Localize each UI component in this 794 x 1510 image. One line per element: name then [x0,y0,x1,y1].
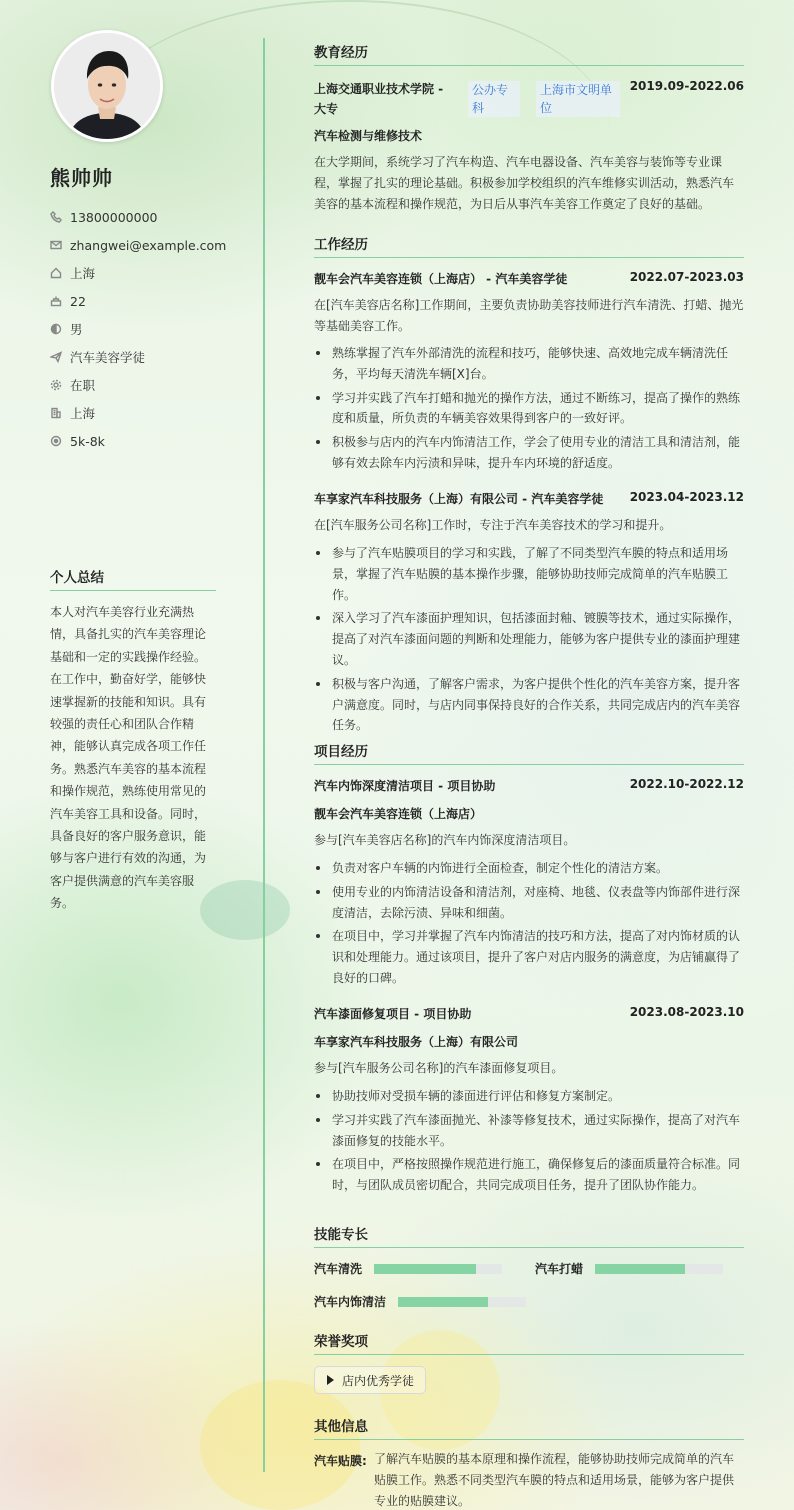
education-school: 上海交通职业技术学院 - 大专 [314,82,444,116]
skill-level-fill [374,1264,476,1274]
job-bullet-list [314,543,744,739]
project-org: 靓车会汽车美容连锁（上海店） [314,807,483,821]
list-item: 学习并实践了汽车打蜡和抛光的操作方法，通过不断练习，提高了操作的熟练度和质量，所负责的车辆美容效果得到客户的一致好评。 [314,388,744,430]
job-date: 2023.04-2023.12 [629,490,744,504]
job-header [314,490,744,507]
skill-item [535,1260,723,1277]
info-location [50,259,250,287]
skill-name: 汽车清洗 [314,1262,363,1276]
honors-section-title: 荣誉奖项 [314,1330,744,1355]
info-city [50,399,250,427]
list-item: 学习并实践了汽车漆面抛光、补漆等修复技术，通过实际操作，提高了对汽车漆面修复的技能水平。 [314,1110,744,1152]
skill-item [314,1260,502,1277]
list-item: 积极与客户沟通，了解客户需求，为客户提供个性化的汽车美容方案，提升客户满意度。同时，与店内同事保持良好的合作关系，共同完成店内的汽车美容任务。 [314,674,744,736]
info-email-text: zhangwei@example.com [70,237,227,253]
list-item: 深入学习了汽车漆面护理知识，包括漆面封釉、镀膜等技术，通过实际操作，提高了对汽车漆面问题的判断和处理能力，能够为客户提供专业的漆面护理建议。 [314,608,744,670]
project-header [314,1005,744,1022]
project-name: 汽车内饰深度清洁项目 - 项目协助 [314,779,496,793]
job-intro: 在[汽车美容店名称]工作期间，主要负责协助美容技师进行汽车清洗、打蜡、抛光等基础美容工作。 [314,298,744,333]
list-item: 使用专业的内饰清洁设备和清洁剂，对座椅、地毯、仪表盘等内饰部件进行深度清洁，去除污渍、异味和细菌。 [314,882,744,924]
info-salary [50,427,250,455]
other-text: 了解汽车贴膜的基本原理和操作流程，能够协助技师完成简单的汽车贴膜工作。熟悉不同类型汽车膜的特点和适用场景，能够为客户提供专业的贴膜建议。 [374,1452,735,1508]
info-status [50,371,250,399]
education-section-title: 教育经历 [314,41,744,66]
list-item: 在项目中，严格按照操作规范进行施工，确保修复后的漆面质量符合标准。同时，与团队成员密切配合，共同完成项目任务，提升了团队协作能力。 [314,1154,744,1196]
work-section-title: 工作经历 [314,233,744,258]
candidate-name: 熊帅帅 [50,166,113,190]
job-company: 车享家汽车科技服务（上海）有限公司 - 汽车美容学徒 [314,492,604,506]
skill-name: 汽车内饰清洁 [314,1295,387,1309]
job-intro: 在[汽车服务公司名称]工作时，专注于汽车美容技术的学习和提升。 [314,518,672,532]
job-header [314,270,744,287]
home-icon [50,267,62,279]
education-description: 在大学期间，系统学习了汽车构造、汽车电器设备、汽车美容与装饰等专业课程，掌握了扎实的理论基础。积极参加学校组织的汽车维修实训活动，熟悉汽车美容的基本流程和操作规范，为日后从事汽车美容工作奠定了良好的基础。 [314,155,735,211]
send-icon [50,351,62,363]
info-email [50,231,250,259]
project-intro: 参与[汽车服务公司名称]的汽车漆面修复项目。 [314,1061,564,1075]
list-item: 负责对客户车辆的内饰进行全面检查，制定个性化的清洁方案。 [314,858,744,879]
skill-level-bar [398,1297,526,1307]
info-status-text: 在职 [70,378,96,393]
phone-icon [50,211,62,223]
info-phone [50,203,250,231]
info-location-text: 上海 [70,266,96,281]
award-toggle[interactable] [314,1366,426,1394]
info-position-text: 汽车美容学徒 [70,350,146,365]
project-bullet-list [314,858,744,992]
list-item: 在项目中，学习并掌握了汽车内饰清洁的技巧和方法，提高了对内饰材质的认识和处理能力。通过该项目，提升了客户对店内服务的满意度，为店铺赢得了良好的口碑。 [314,926,744,988]
skill-level-fill [595,1264,685,1274]
list-item: 参与了汽车贴膜项目的学习和实践，了解了不同类型汽车膜的特点和适用场景，掌握了汽车贴膜的基本操作步骤，能够协助技师完成简单的汽车贴膜工作。 [314,543,744,605]
info-city-text: 上海 [70,406,96,421]
project-name: 汽车漆面修复项目 - 项目协助 [314,1007,472,1021]
sidebar [0,0,264,1510]
education-tag-civilized: 上海市文明单位 [536,81,620,117]
job-company: 靓车会汽车美容连锁（上海店） - 汽车美容学徒 [314,272,568,286]
salary-icon [50,435,62,447]
list-item: 积极参与店内的汽车内饰清洁工作，学会了使用专业的清洁工具和清洁剂，能够有效去除车内污渍和异味，提升车内环境的舒适度。 [314,432,744,474]
project-intro: 参与[汽车美容店名称]的汽车内饰深度清洁项目。 [314,833,576,847]
info-gender-text: 男 [70,322,83,337]
email-icon [50,239,62,251]
gender-icon [50,323,62,335]
skills-section-title: 技能专长 [314,1223,744,1248]
project-date: 2022.10-2022.12 [629,777,744,791]
award-label: 店内优秀学徒 [342,1373,415,1388]
education-date: 2019.09-2022.06 [629,79,744,93]
play-triangle-icon [327,1375,334,1385]
skill-level-bar [374,1264,502,1274]
age-icon [50,295,62,307]
info-age-text: 22 [70,293,86,309]
job-date: 2022.07-2023.03 [629,270,744,284]
contact-info-list [50,203,250,455]
project-bullet-list [314,1086,744,1199]
status-icon [50,379,62,391]
list-item: 熟练掌握了汽车外部清洗的流程和技巧，能够快速、高效地完成车辆清洗任务，平均每天清洗车辆[X]台。 [314,343,744,385]
skill-level-bar [595,1264,723,1274]
other-label: 汽车贴膜: [314,1454,367,1468]
other-section-title: 其他信息 [314,1415,744,1440]
project-header [314,777,744,794]
building-icon [50,407,62,419]
summary-text: 本人对汽车美容行业充满热情，具备扎实的汽车美容理论基础和一定的实践操作经验。在工作中，勤奋好学，能够快速掌握新的技能和知识。具有较强的责任心和团队合作精神，能够认真完成各项工作任务。熟悉汽车美容的基本流程和操作规范，熟练使用常见的汽车美容工具和设备。同时，具备良好的客户服务意识，能够与客户进行有效的沟通，为客户提供满意的汽车美容服务。 [50,605,207,911]
skill-name: 汽车打蜡 [535,1262,584,1276]
info-gender [50,315,250,343]
education-major: 汽车检测与维修技术 [314,129,423,143]
avatar [51,30,163,142]
info-salary-text: 5k-8k [70,433,105,449]
project-org: 车享家汽车科技服务（上海）有限公司 [314,1035,519,1049]
projects-section-title: 项目经历 [314,740,744,765]
summary-title: 个人总结 [50,566,216,591]
project-date: 2023.08-2023.10 [629,1005,744,1019]
info-age [50,287,250,315]
skill-level-fill [398,1297,488,1307]
info-phone-text: 13800000000 [70,209,158,225]
education-tag-public: 公办专科 [468,81,520,117]
list-item: 协助技师对受损车辆的漆面进行评估和修复方案制定。 [314,1086,744,1107]
job-bullet-list [314,343,744,477]
info-position [50,343,250,371]
skill-item [314,1293,526,1310]
